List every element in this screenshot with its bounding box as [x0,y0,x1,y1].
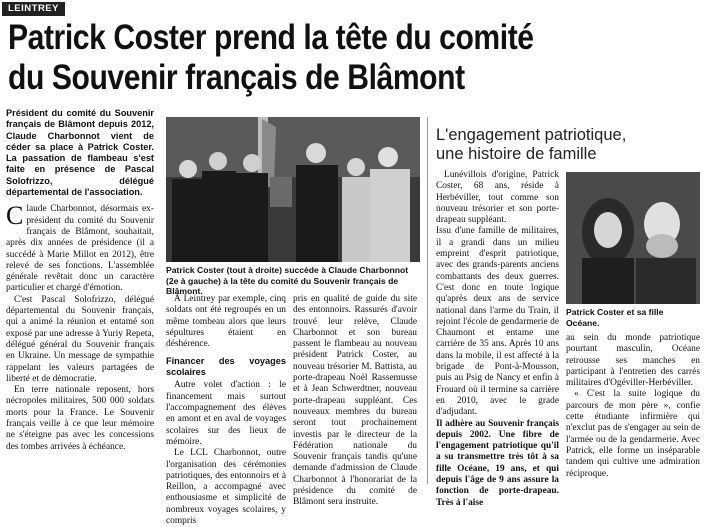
col1-paragraph-1 [6,201,154,294]
sidebar-b-paragraph-2: « C'est la suite logique du parcours de mon père », confie cette étudiante infirmière qui n'exclut pas de s'engager au sein de l'armée ou de la gendarmerie. Avec Patrick, elle forme un inséparable tandem qui cultive une admiration réciproque. [566,389,700,479]
sidebar-paragraph-3: Il adhère au Souvenir français depuis 2002. Une fibre de l'engagement patriotique qu'il a su transmettre très tôt à sa fille Océane, 19 ans, et qui depuis l'âge de 9 ans assure la fonction de porte-drapeau. Très à l'aise [436,418,559,508]
sidebar-title-line-2: une histoire de famille [436,145,597,163]
column-1 [6,108,154,484]
col2-subhead: Financer des voyages scolaires [166,356,286,378]
portrait-photo-caption: Patrick Coster et sa fille Océane. [566,307,664,328]
sidebar-column-a [436,170,559,508]
group-photo-image [166,117,420,262]
col2-paragraph-1: À Leintrey par exemple, cinq soldats ont été regroupés en un même tombeau alors que leurs sépultures étaient en déshérence. [166,294,286,350]
portrait-photo-image [566,172,700,304]
col2-paragraph-3: Le LCL Charbonnot, outre l'organisation des cérémonies patriotiques, des entonnoirs et à Reillon, a accompagné avec enthousiasme et simplicité de nombreux voyages scolaires, y compris [166,448,286,527]
sidebar-b-paragraph-1: au sein du monde patriotique pourtant masculin, Océane retrousse ses manches en participant à l'entretien des carrés militaires d'Ogéviller-Herbéviller. [566,333,700,389]
column-2 [166,294,286,527]
sidebar-column-b [566,333,700,484]
col1-paragraph-1-text: laude Charbonnot, désormais ex-président du comité du Souvenir français de Blâmont, souhaitait, après dix années de présidence (il a succédé à Marie Millot en 2012), être relevé de ses fonctions. L'assemblée générale revêtait donc un caractère particulier et chargé d'émotion. [6,204,154,294]
sidebar-paragraph-1: Lunévillois d'origine, Patrick Coster, 68 ans, réside à Herbéviller, tout comme son nouveau trésorier et son porte-drapeau suppléant. [436,170,559,226]
section-tag: LEINTREY [2,2,65,16]
sidebar-divider [427,117,428,484]
headline-line-1: Patrick Coster prend la tête du comité [8,18,534,57]
portrait-photo [566,172,700,304]
group-photo-caption: Patrick Coster (tout à droite) succède à Claude Charbonnot (2e à gauche) à la tête du comité du Souvenir français de Blâmont. [166,265,409,296]
col3-paragraph-1: pris en qualité de guide du site des entonnoirs. Rassurés d'avoir trouvé leur relève, Claude Charbonnot et son bureau passent le flambeau au nouveau président Patrick Coster, au nouveau trésorier M. Battista, au porte-drapeau Noël Rassemusse et à Jean Schwerdtner, nouveau porte-drapeau suppléant. Ces nouveaux membres du bureau seront tout prochainement investis par le directeur de la Fédération nationale du Souvenir français tandis qu'une demande d'admission de Claude Charbonnot à l'honorariat de la présidence du comité de Blâmont sera instruite. [293,294,417,508]
col1-paragraph-3: En terre nationale reposent, hors nécropoles militaires, 500 000 soldats morts pour la France. Le Souvenir français veille à ce que leur mémoire ne s'éteigne pas avec les concessions des tombes arrivées à échéance. [6,385,154,452]
col2-paragraph-2: Autre volet d'action : le financement mais surtout l'accompagnement des élèves en amont et en aval de voyages scolaires sur des lieux de mémoire. [166,380,286,447]
headline-line-2: du Souvenir français de Blâmont [8,58,465,97]
sidebar-paragraph-2: Issu d'une famille de militaires, il a grandi dans un milieu empreint d'esprit patriotique, avec des grands-parents anciens combattants des deux guerres. C'est donc en toute logique qu'après deux ans de service national dans l'arme du Train, il rejoint l'école de gendarmerie de Chaumont et entame une carrière de 35 ans. Après 10 ans dans la mobile, il est affecté à la brigade de Pont-à-Mousson, puis au Psig de Nancy et enfin à Frouard où il termine sa carrière en 2010, avec le grade d'adjudant. [436,226,559,418]
column-3 [293,294,417,508]
sidebar-title-line-1: L'engagement patriotique, [436,126,627,144]
col1-paragraph-2: C'est Pascal Solofrizzo, délégué départemental du Souvenir français, qui a animé la réunion et entamé son exposé par une adresse à Yuriy Repeta, délégué général du Souvenir français en Ukraine. Un message de sympathie rappelant les valeurs partagées de liberté et de démocratie. [6,294,154,384]
dropcap: C [6,201,24,231]
group-photo [166,117,420,262]
chapo: Président du comité du Souvenir français de Blâmont depuis 2012, Claude Charbonnot vient de céder sa place à Patrick Coster. La passation de flambeau s'est faite en présence de Pascal Solofrizzo, délégué départemental de l'association. [6,108,154,198]
